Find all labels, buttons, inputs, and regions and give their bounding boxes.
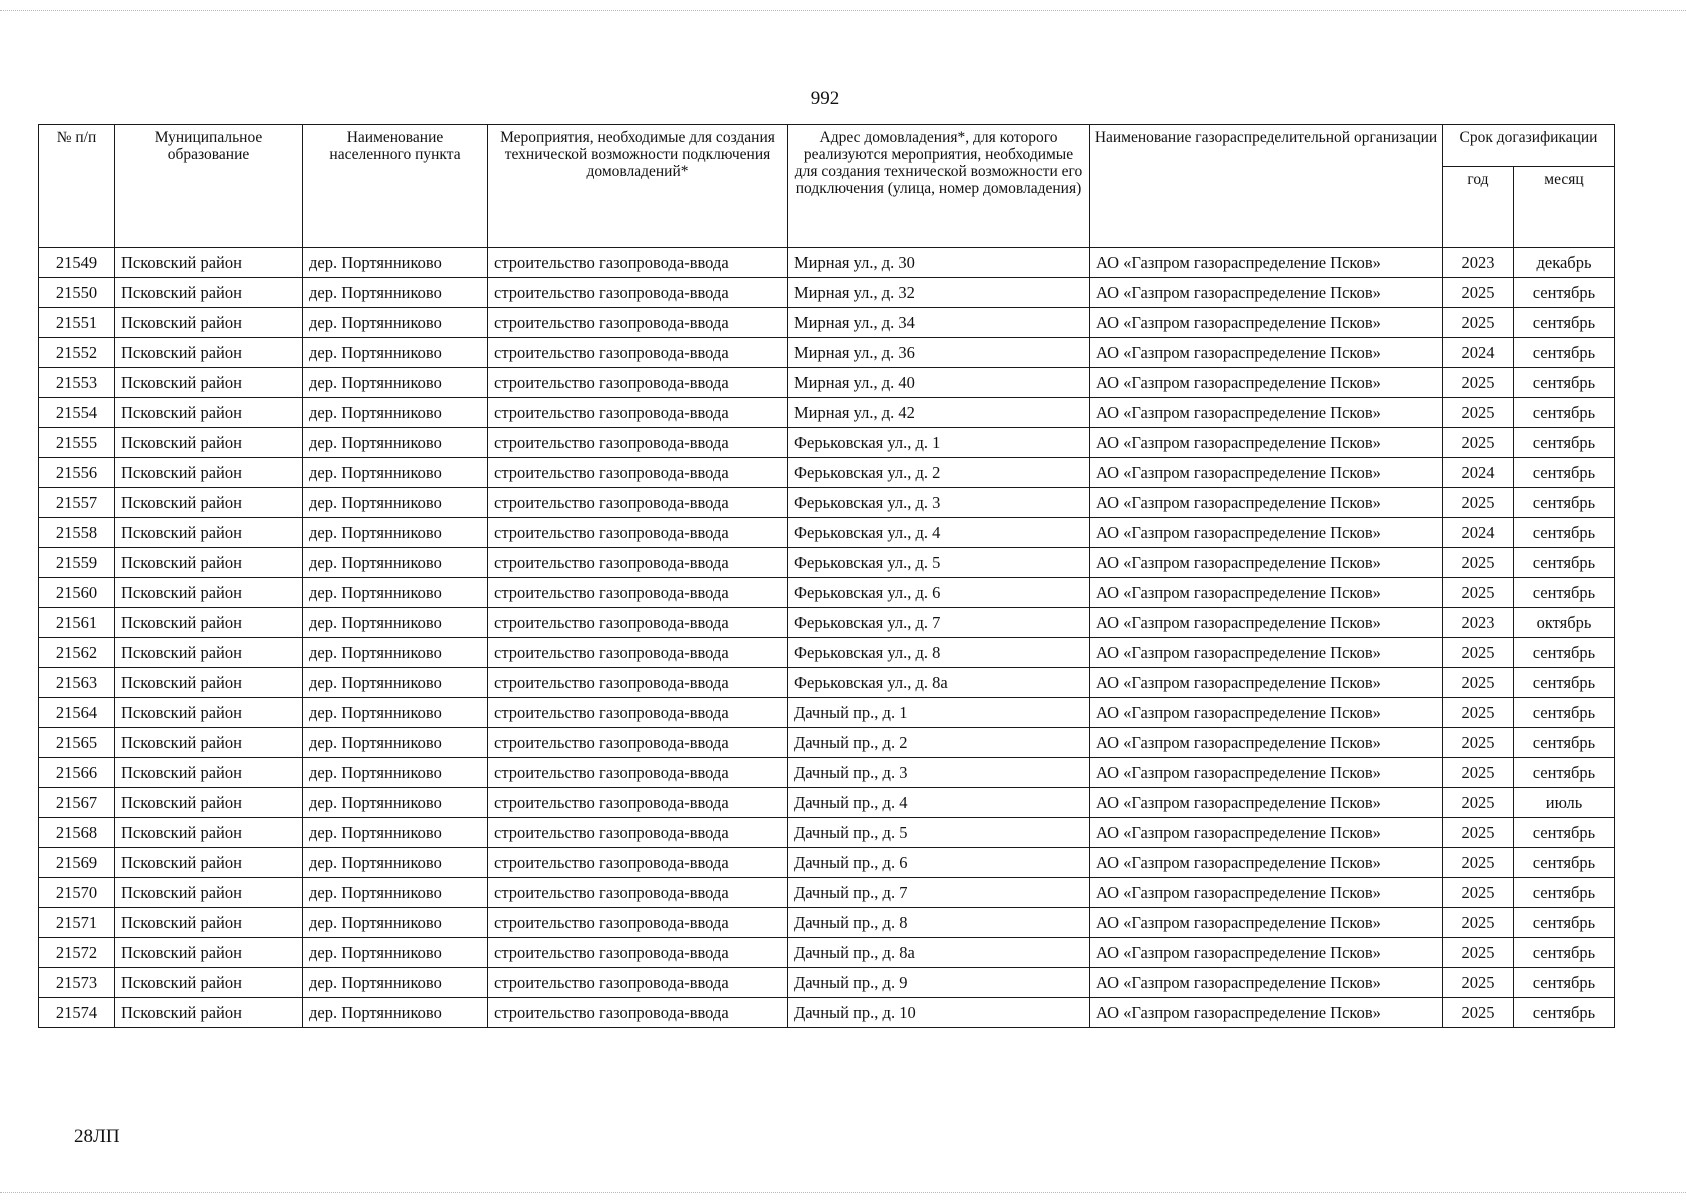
cell-measure: строительство газопровода-ввода [488, 518, 788, 548]
header-measures: Мероприятия, необходимые для создания технической возможности подключения домовладений* [488, 125, 788, 248]
cell-organization: АО «Газпром газораспределение Псков» [1090, 968, 1443, 998]
cell-year: 2024 [1443, 518, 1514, 548]
cell-organization: АО «Газпром газораспределение Псков» [1090, 938, 1443, 968]
cell-measure: строительство газопровода-ввода [488, 908, 788, 938]
cell-municipality: Псковский район [115, 758, 303, 788]
cell-month: сентябрь [1514, 638, 1615, 668]
header-deadline: Срок догазификации [1443, 125, 1615, 167]
header-year: год [1443, 166, 1514, 247]
cell-address: Мирная ул., д. 40 [788, 368, 1090, 398]
table-row [39, 848, 1615, 878]
cell-municipality: Псковский район [115, 488, 303, 518]
cell-address: Мирная ул., д. 32 [788, 278, 1090, 308]
cell-month: сентябрь [1514, 818, 1615, 848]
cell-settlement: дер. Портянниково [303, 488, 488, 518]
cell-year: 2025 [1443, 638, 1514, 668]
cell-address: Мирная ул., д. 36 [788, 338, 1090, 368]
cell-organization: АО «Газпром газораспределение Псков» [1090, 608, 1443, 638]
cell-municipality: Псковский район [115, 698, 303, 728]
gasification-table [38, 124, 1615, 1028]
cell-municipality: Псковский район [115, 308, 303, 338]
table-row [39, 878, 1615, 908]
cell-settlement: дер. Портянниково [303, 578, 488, 608]
cell-measure: строительство газопровода-ввода [488, 428, 788, 458]
cell-settlement: дер. Портянниково [303, 788, 488, 818]
cell-measure: строительство газопровода-ввода [488, 968, 788, 998]
table-row [39, 278, 1615, 308]
cell-municipality: Псковский район [115, 968, 303, 998]
cell-organization: АО «Газпром газораспределение Псков» [1090, 788, 1443, 818]
cell-organization: АО «Газпром газораспределение Псков» [1090, 308, 1443, 338]
cell-municipality: Псковский район [115, 728, 303, 758]
cell-address: Дачный пр., д. 4 [788, 788, 1090, 818]
cell-settlement: дер. Портянниково [303, 878, 488, 908]
cell-settlement: дер. Портянниково [303, 398, 488, 428]
cell-address: Дачный пр., д. 8 [788, 908, 1090, 938]
table-row [39, 608, 1615, 638]
cell-num: 21554 [39, 398, 115, 428]
cell-address: Дачный пр., д. 9 [788, 968, 1090, 998]
cell-measure: строительство газопровода-ввода [488, 668, 788, 698]
cell-address: Ферьковская ул., д. 7 [788, 608, 1090, 638]
cell-settlement: дер. Портянниково [303, 728, 488, 758]
cell-num: 21570 [39, 878, 115, 908]
cell-year: 2025 [1443, 668, 1514, 698]
cell-year: 2025 [1443, 788, 1514, 818]
cell-month: сентябрь [1514, 278, 1615, 308]
cell-year: 2025 [1443, 308, 1514, 338]
cell-address: Ферьковская ул., д. 1 [788, 428, 1090, 458]
cell-year: 2025 [1443, 428, 1514, 458]
cell-settlement: дер. Портянниково [303, 278, 488, 308]
cell-num: 21573 [39, 968, 115, 998]
cell-address: Мирная ул., д. 34 [788, 308, 1090, 338]
cell-municipality: Псковский район [115, 578, 303, 608]
cell-municipality: Псковский район [115, 668, 303, 698]
cell-num: 21561 [39, 608, 115, 638]
table-row [39, 788, 1615, 818]
cell-month: декабрь [1514, 248, 1615, 278]
cell-month: сентябрь [1514, 908, 1615, 938]
header-settlement: Наименование населенного пункта [303, 125, 488, 248]
cell-settlement: дер. Портянниково [303, 908, 488, 938]
table-row [39, 758, 1615, 788]
cell-num: 21557 [39, 488, 115, 518]
table-row [39, 908, 1615, 938]
cell-address: Ферьковская ул., д. 4 [788, 518, 1090, 548]
cell-settlement: дер. Портянниково [303, 518, 488, 548]
cell-measure: строительство газопровода-ввода [488, 398, 788, 428]
cell-settlement: дер. Портянниково [303, 758, 488, 788]
table-row [39, 638, 1615, 668]
table-row [39, 368, 1615, 398]
cell-month: сентябрь [1514, 668, 1615, 698]
cell-year: 2025 [1443, 278, 1514, 308]
cell-municipality: Псковский район [115, 908, 303, 938]
cell-num: 21550 [39, 278, 115, 308]
cell-organization: АО «Газпром газораспределение Псков» [1090, 548, 1443, 578]
cell-settlement: дер. Портянниково [303, 428, 488, 458]
cell-settlement: дер. Портянниково [303, 818, 488, 848]
header-num: № п/п [39, 125, 115, 248]
cell-measure: строительство газопровода-ввода [488, 338, 788, 368]
cell-settlement: дер. Портянниково [303, 848, 488, 878]
cell-organization: АО «Газпром газораспределение Псков» [1090, 698, 1443, 728]
table-row [39, 938, 1615, 968]
cell-organization: АО «Газпром газораспределение Псков» [1090, 338, 1443, 368]
cell-year: 2025 [1443, 698, 1514, 728]
cell-year: 2025 [1443, 818, 1514, 848]
cell-year: 2023 [1443, 608, 1514, 638]
cell-organization: АО «Газпром газораспределение Псков» [1090, 398, 1443, 428]
cell-settlement: дер. Портянниково [303, 548, 488, 578]
cell-address: Дачный пр., д. 6 [788, 848, 1090, 878]
cell-address: Ферьковская ул., д. 2 [788, 458, 1090, 488]
cell-address: Дачный пр., д. 2 [788, 728, 1090, 758]
cell-num: 21566 [39, 758, 115, 788]
cell-num: 21564 [39, 698, 115, 728]
cell-num: 21572 [39, 938, 115, 968]
cell-organization: АО «Газпром газораспределение Псков» [1090, 488, 1443, 518]
cell-address: Мирная ул., д. 30 [788, 248, 1090, 278]
cell-settlement: дер. Портянниково [303, 968, 488, 998]
cell-address: Дачный пр., д. 3 [788, 758, 1090, 788]
cell-year: 2025 [1443, 758, 1514, 788]
cell-measure: строительство газопровода-ввода [488, 368, 788, 398]
cell-year: 2025 [1443, 728, 1514, 758]
cell-address: Ферьковская ул., д. 8а [788, 668, 1090, 698]
cell-num: 21574 [39, 998, 115, 1028]
cell-measure: строительство газопровода-ввода [488, 818, 788, 848]
cell-settlement: дер. Портянниково [303, 608, 488, 638]
table-row [39, 248, 1615, 278]
cell-organization: АО «Газпром газораспределение Псков» [1090, 818, 1443, 848]
cell-year: 2025 [1443, 878, 1514, 908]
cell-num: 21560 [39, 578, 115, 608]
cell-organization: АО «Газпром газораспределение Псков» [1090, 998, 1443, 1028]
table-row [39, 488, 1615, 518]
cell-address: Дачный пр., д. 7 [788, 878, 1090, 908]
table-row [39, 698, 1615, 728]
cell-organization: АО «Газпром газораспределение Псков» [1090, 518, 1443, 548]
cell-municipality: Псковский район [115, 548, 303, 578]
cell-year: 2025 [1443, 848, 1514, 878]
cell-measure: строительство газопровода-ввода [488, 848, 788, 878]
cell-municipality: Псковский район [115, 608, 303, 638]
cell-num: 21565 [39, 728, 115, 758]
cell-address: Дачный пр., д. 1 [788, 698, 1090, 728]
cell-municipality: Псковский район [115, 398, 303, 428]
header-address: Адрес домовладения*, для которого реализуются мероприятия, необходимые для создания технической возможности его подключения (улица, номер домовладения) [788, 125, 1090, 248]
cell-settlement: дер. Портянниково [303, 698, 488, 728]
cell-year: 2025 [1443, 368, 1514, 398]
cell-measure: строительство газопровода-ввода [488, 308, 788, 338]
cell-month: сентябрь [1514, 398, 1615, 428]
table-row [39, 728, 1615, 758]
cell-num: 21563 [39, 668, 115, 698]
cell-month: сентябрь [1514, 458, 1615, 488]
cell-settlement: дер. Портянниково [303, 998, 488, 1028]
cell-address: Ферьковская ул., д. 3 [788, 488, 1090, 518]
cell-num: 21559 [39, 548, 115, 578]
cell-measure: строительство газопровода-ввода [488, 638, 788, 668]
scan-edge-top [0, 0, 1686, 11]
table-row [39, 668, 1615, 698]
cell-month: сентябрь [1514, 488, 1615, 518]
table-row [39, 518, 1615, 548]
page-number: 992 [810, 88, 840, 109]
cell-organization: АО «Газпром газораспределение Псков» [1090, 878, 1443, 908]
table-row [39, 998, 1615, 1028]
cell-municipality: Псковский район [115, 998, 303, 1028]
cell-measure: строительство газопровода-ввода [488, 728, 788, 758]
cell-municipality: Псковский район [115, 638, 303, 668]
table-row [39, 398, 1615, 428]
cell-measure: строительство газопровода-ввода [488, 938, 788, 968]
cell-measure: строительство газопровода-ввода [488, 578, 788, 608]
cell-organization: АО «Газпром газораспределение Псков» [1090, 638, 1443, 668]
cell-year: 2025 [1443, 578, 1514, 608]
cell-address: Ферьковская ул., д. 5 [788, 548, 1090, 578]
cell-municipality: Псковский район [115, 518, 303, 548]
cell-measure: строительство газопровода-ввода [488, 758, 788, 788]
cell-num: 21556 [39, 458, 115, 488]
table-row [39, 428, 1615, 458]
cell-year: 2024 [1443, 338, 1514, 368]
cell-municipality: Псковский район [115, 458, 303, 488]
table-row [39, 458, 1615, 488]
cell-num: 21558 [39, 518, 115, 548]
cell-month: сентябрь [1514, 968, 1615, 998]
cell-num: 21568 [39, 818, 115, 848]
cell-month: сентябрь [1514, 338, 1615, 368]
cell-num: 21569 [39, 848, 115, 878]
cell-municipality: Псковский район [115, 848, 303, 878]
cell-month: сентябрь [1514, 548, 1615, 578]
cell-measure: строительство газопровода-ввода [488, 608, 788, 638]
cell-municipality: Псковский район [115, 818, 303, 848]
cell-address: Дачный пр., д. 10 [788, 998, 1090, 1028]
cell-num: 21549 [39, 248, 115, 278]
header-municipality: Муниципальное образование [115, 125, 303, 248]
cell-municipality: Псковский район [115, 878, 303, 908]
cell-settlement: дер. Портянниково [303, 308, 488, 338]
cell-month: сентябрь [1514, 368, 1615, 398]
cell-organization: АО «Газпром газораспределение Псков» [1090, 728, 1443, 758]
table-row [39, 548, 1615, 578]
cell-organization: АО «Газпром газораспределение Псков» [1090, 368, 1443, 398]
cell-month: сентябрь [1514, 578, 1615, 608]
cell-organization: АО «Газпром газораспределение Псков» [1090, 758, 1443, 788]
cell-settlement: дер. Портянниково [303, 458, 488, 488]
cell-organization: АО «Газпром газораспределение Псков» [1090, 248, 1443, 278]
table-body [39, 248, 1615, 1028]
cell-measure: строительство газопровода-ввода [488, 248, 788, 278]
cell-num: 21555 [39, 428, 115, 458]
cell-year: 2025 [1443, 968, 1514, 998]
cell-settlement: дер. Портянниково [303, 338, 488, 368]
cell-organization: АО «Газпром газораспределение Псков» [1090, 668, 1443, 698]
cell-month: сентябрь [1514, 938, 1615, 968]
cell-year: 2025 [1443, 938, 1514, 968]
cell-municipality: Псковский район [115, 338, 303, 368]
cell-settlement: дер. Портянниково [303, 638, 488, 668]
cell-measure: строительство газопровода-ввода [488, 488, 788, 518]
cell-organization: АО «Газпром газораспределение Псков» [1090, 278, 1443, 308]
cell-municipality: Псковский район [115, 938, 303, 968]
cell-month: сентябрь [1514, 758, 1615, 788]
cell-address: Дачный пр., д. 5 [788, 818, 1090, 848]
cell-num: 21562 [39, 638, 115, 668]
cell-organization: АО «Газпром газораспределение Псков» [1090, 458, 1443, 488]
cell-organization: АО «Газпром газораспределение Псков» [1090, 908, 1443, 938]
cell-measure: строительство газопровода-ввода [488, 878, 788, 908]
cell-municipality: Псковский район [115, 278, 303, 308]
footer-code: 28ЛП [74, 1126, 120, 1147]
cell-measure: строительство газопровода-ввода [488, 278, 788, 308]
cell-address: Ферьковская ул., д. 6 [788, 578, 1090, 608]
header-month: месяц [1514, 166, 1615, 247]
cell-year: 2025 [1443, 998, 1514, 1028]
cell-organization: АО «Газпром газораспределение Псков» [1090, 578, 1443, 608]
cell-num: 21552 [39, 338, 115, 368]
cell-month: сентябрь [1514, 998, 1615, 1028]
cell-num: 21571 [39, 908, 115, 938]
cell-address: Мирная ул., д. 42 [788, 398, 1090, 428]
cell-year: 2025 [1443, 548, 1514, 578]
cell-municipality: Псковский район [115, 248, 303, 278]
cell-year: 2025 [1443, 488, 1514, 518]
cell-month: сентябрь [1514, 848, 1615, 878]
table-row [39, 308, 1615, 338]
cell-num: 21551 [39, 308, 115, 338]
cell-address: Дачный пр., д. 8а [788, 938, 1090, 968]
cell-year: 2025 [1443, 908, 1514, 938]
cell-measure: строительство газопровода-ввода [488, 548, 788, 578]
cell-month: июль [1514, 788, 1615, 818]
cell-month: сентябрь [1514, 308, 1615, 338]
cell-organization: АО «Газпром газораспределение Псков» [1090, 428, 1443, 458]
table-row [39, 818, 1615, 848]
cell-measure: строительство газопровода-ввода [488, 788, 788, 818]
cell-measure: строительство газопровода-ввода [488, 458, 788, 488]
table-row [39, 338, 1615, 368]
cell-num: 21553 [39, 368, 115, 398]
cell-month: сентябрь [1514, 728, 1615, 758]
header-organization: Наименование газораспределительной организации [1090, 125, 1443, 248]
cell-measure: строительство газопровода-ввода [488, 998, 788, 1028]
cell-month: сентябрь [1514, 518, 1615, 548]
cell-address: Ферьковская ул., д. 8 [788, 638, 1090, 668]
cell-municipality: Псковский район [115, 428, 303, 458]
cell-municipality: Псковский район [115, 788, 303, 818]
cell-month: сентябрь [1514, 878, 1615, 908]
cell-year: 2023 [1443, 248, 1514, 278]
cell-month: сентябрь [1514, 428, 1615, 458]
table-row [39, 578, 1615, 608]
cell-organization: АО «Газпром газораспределение Псков» [1090, 848, 1443, 878]
cell-settlement: дер. Портянниково [303, 368, 488, 398]
cell-month: октябрь [1514, 608, 1615, 638]
cell-num: 21567 [39, 788, 115, 818]
cell-settlement: дер. Портянниково [303, 938, 488, 968]
cell-month: сентябрь [1514, 698, 1615, 728]
cell-settlement: дер. Портянниково [303, 668, 488, 698]
cell-year: 2025 [1443, 398, 1514, 428]
table-row [39, 968, 1615, 998]
cell-municipality: Псковский район [115, 368, 303, 398]
cell-measure: строительство газопровода-ввода [488, 698, 788, 728]
cell-settlement: дер. Портянниково [303, 248, 488, 278]
cell-year: 2024 [1443, 458, 1514, 488]
